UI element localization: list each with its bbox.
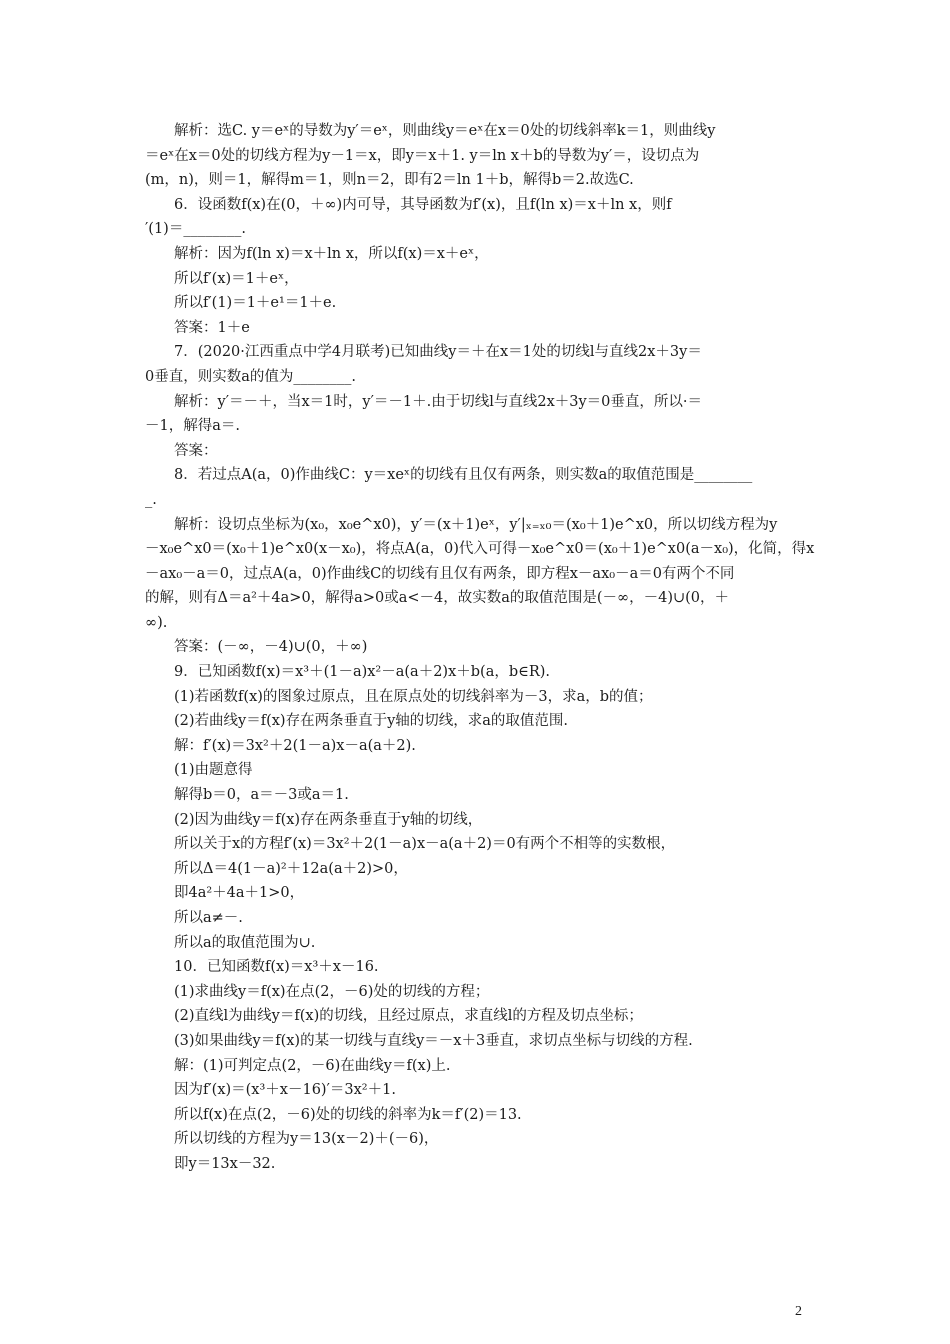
text-line: 答案：(－∞，－4)∪(0，＋∞) [174, 639, 368, 656]
text-line: 所以Δ＝4(1－a)²＋12a(a＋2)>0， [174, 860, 408, 877]
text-line: (1)求曲线y＝f(x)在点(2，－6)处的切线的方程； [174, 983, 490, 1000]
text-line: 9．已知函数f(x)＝x³＋(1－a)x²－a(a＋2)x＋b(a，b∈R). [174, 664, 551, 681]
document-body [145, 119, 815, 1177]
text-line: 解析：因为f(ln x)＝x＋ln x，所以f(x)＝x＋eˣ， [174, 245, 489, 262]
text-line: 答案：1＋e [174, 319, 250, 336]
text-line: (2)若曲线y＝f(x)存在两条垂直于y轴的切线，求a的取值范围. [174, 713, 569, 730]
text-line: 解：f′(x)＝3x²＋2(1－a)x－a(a＋2). [174, 737, 416, 754]
text-line: 所以f′(x)＝1＋eˣ， [174, 270, 299, 287]
text-line: 8．若过点A(a，0)作曲线C：y＝xeˣ的切线有且仅有两条，则实数a的取值范围是________ [174, 467, 753, 484]
text-line: 0垂直，则实数a的值为________. [145, 368, 356, 385]
text-line: 10．已知函数f(x)＝x³＋x－16. [174, 959, 379, 976]
text-line: 7．(2020·江西重点中学4月联考)已知曲线y＝＋在x＝1处的切线l与直线2x＋3y＝ [174, 344, 702, 361]
text-line: 因为f′(x)＝(x³＋x－16)′＝3x²＋1. [174, 1082, 396, 1099]
text-line: 解析：设切点坐标为(x₀，x₀e^x0)，y′＝(x＋1)eˣ，y′|ₓ₌ₓ₀＝(x₀＋1)e^x0，所以切线方程为y [174, 516, 778, 533]
text-line: (1)由题意得 [174, 762, 253, 779]
text-line: ＝eˣ在x＝0处的切线方程为y－1＝x，即y＝x＋1. y＝ln x＋b的导数为y′＝，设切点为 [145, 147, 700, 164]
text-line: 所以a的取值范围为∪. [174, 934, 316, 951]
text-line: (2)因为曲线y＝f(x)存在两条垂直于y轴的切线， [174, 811, 483, 828]
text-line: 6．设函数f(x)在(0，＋∞)内可导，其导函数为f′(x)，且f(ln x)＝x＋ln x，则f [174, 196, 672, 213]
text-line: (m，n)，则＝1，解得m＝1，则n＝2，即有2＝ln 1＋b，解得b＝2.故选C. [145, 172, 634, 189]
text-line: －ax₀－a＝0，过点A(a，0)作曲线C的切线有且仅有两条，即方程x－ax₀－a＝0有两个不同 [145, 565, 735, 582]
text-line: (2)直线l为曲线y＝f(x)的切线，且经过原点，求直线l的方程及切点坐标； [174, 1008, 643, 1025]
text-line: 答案： [174, 442, 218, 459]
text-line: －1，解得a＝. [145, 418, 240, 435]
page-number: 2 [795, 1304, 802, 1319]
text-line: _. [145, 491, 157, 508]
text-line: (1)若函数f(x)的图象过原点，且在原点处的切线斜率为－3，求a，b的值； [174, 688, 653, 705]
text-line: 的解，则有Δ＝a²＋4a>0，解得a>0或a<－4，故实数a的取值范围是(－∞，－4)∪(0，＋ [145, 590, 730, 607]
text-line: 解析：选C. y＝eˣ的导数为y′＝eˣ，则曲线y＝eˣ在x＝0处的切线斜率k＝1，则曲线y [174, 123, 716, 139]
text-line: －x₀e^x0＝(x₀＋1)e^x0(x－x₀)，将点A(a，0)代入可得－x₀e^x0＝(x₀＋1)e^x0(a－x₀)，化简，得x [145, 541, 815, 558]
text-line: 所以切线的方程为y＝13(x－2)＋(－6)， [174, 1131, 439, 1148]
text-line: 即y＝13x－32. [174, 1155, 276, 1172]
text-line: ∞). [145, 614, 168, 631]
text-line: (3)如果曲线y＝f(x)的某一切线与直线y＝－x＋3垂直，求切点坐标与切线的方程. [174, 1032, 693, 1049]
text-line: 所以a≠－. [174, 910, 243, 926]
text-line: 所以关于x的方程f′(x)＝3x²＋2(1－a)x－a(a＋2)＝0有两个不相等的实数根， [174, 836, 676, 853]
text-line: 所以f′(1)＝1＋e¹＝1＋e. [174, 295, 337, 312]
text-line: 所以f(x)在点(2，－6)处的切线的斜率为k＝f′(2)＝13. [174, 1106, 522, 1123]
text-line: 解析：y′＝－＋，当x＝1时，y′＝－1＋.由于切线l与直线2x＋3y＝0垂直，所以·＝ [174, 393, 702, 410]
text-line: 即4a²＋4a＋1>0， [174, 885, 305, 902]
text-line: 解：(1)可判定点(2，－6)在曲线y＝f(x)上. [174, 1057, 451, 1074]
text-line: 解得b＝0，a＝－3或a＝1. [174, 787, 349, 804]
text-line: ′(1)＝________. [145, 221, 246, 238]
